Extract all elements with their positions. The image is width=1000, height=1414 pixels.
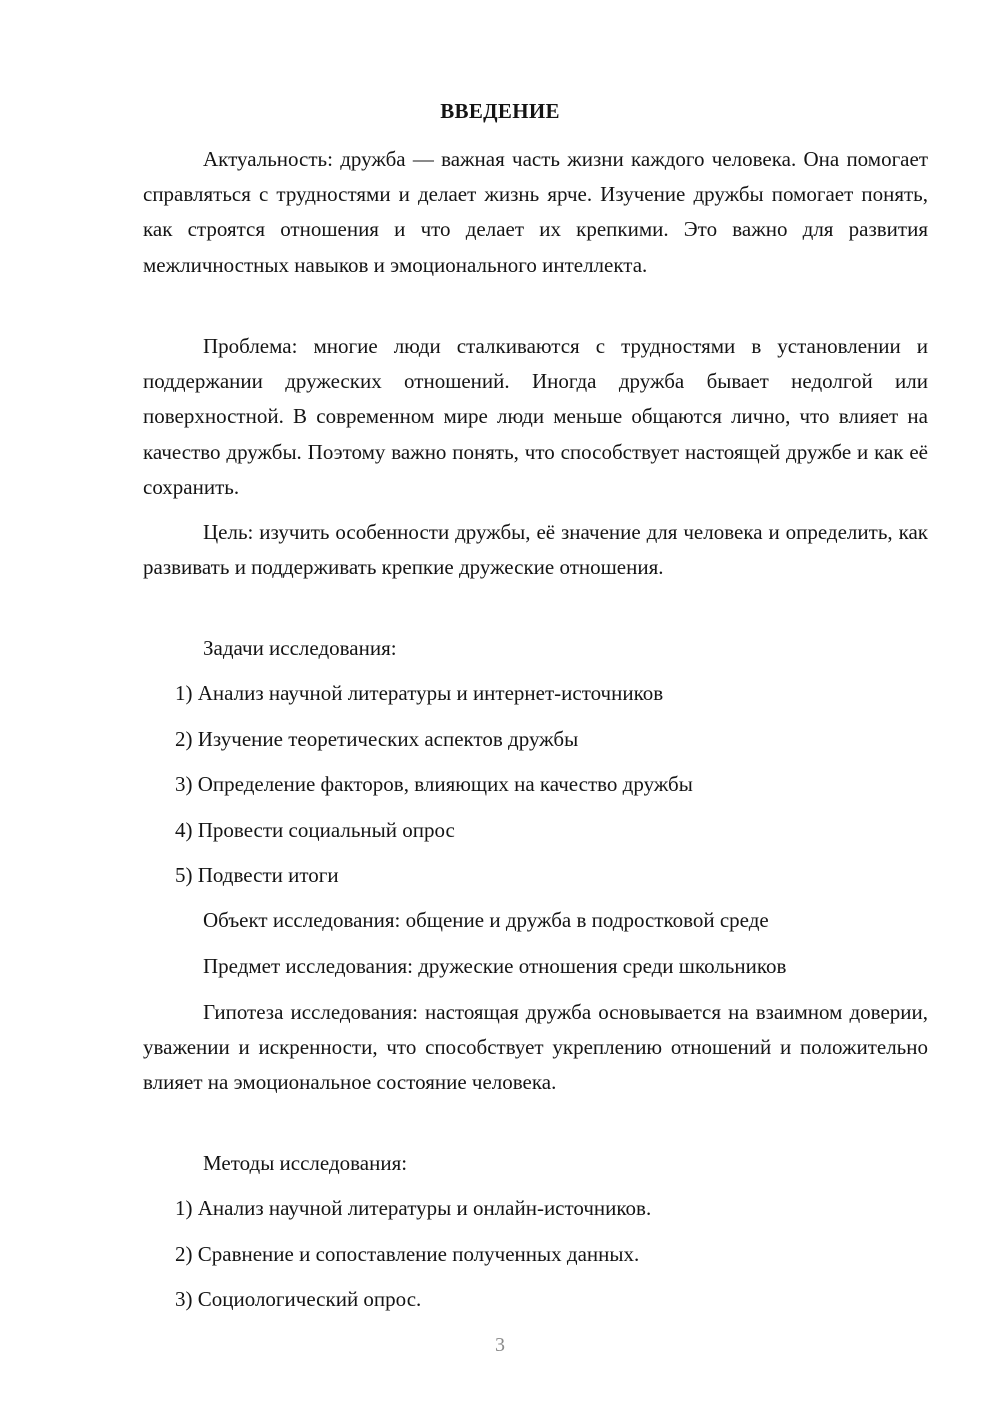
tasks-heading: Задачи исследования: bbox=[203, 636, 397, 660]
task-item: 3) Определение факторов, влияющих на качество дружбы bbox=[175, 772, 693, 796]
task-item: 1) Анализ научной литературы и интернет-источников bbox=[175, 681, 664, 705]
task-item: 4) Провести социальный опрос bbox=[175, 818, 455, 842]
page-number: 3 bbox=[495, 1334, 505, 1356]
goal-paragraph: Цель: изучить особенности дружбы, её значение для человека и определить, как развивать и поддерживать крепкие дружеские отношения. bbox=[143, 520, 928, 580]
method-item: 1) Анализ научной литературы и онлайн-источников. bbox=[175, 1196, 652, 1220]
methods-heading: Методы исследования: bbox=[203, 1151, 408, 1175]
task-item: 2) Изучение теоретических аспектов дружбы bbox=[175, 727, 579, 751]
task-item: 5) Подвести итоги bbox=[175, 863, 339, 887]
relevance-paragraph: Актуальность: дружба — важная часть жизни каждого человека. Она помогает справляться с трудностями и делает жизнь ярче. Изучение дружбы помогает понять, как строятся отношения и что делает их крепкими. Это важно для развития межличностных навыков и эмоционального интеллекта. bbox=[143, 147, 928, 277]
method-item: 2) Сравнение и сопоставление полученных данных. bbox=[175, 1242, 640, 1266]
hypothesis-paragraph: Гипотеза исследования: настоящая дружба основывается на взаимном доверии, уважении и искренности, что способствует укреплению отношений и положительно влияет на эмоциональное состояние человека. bbox=[143, 1000, 928, 1095]
research-object: Объект исследования: общение и дружба в подростковой среде bbox=[203, 908, 769, 932]
research-subject: Предмет исследования: дружеские отношения среди школьников bbox=[203, 954, 787, 978]
method-item: 3) Социологический опрос. bbox=[175, 1287, 422, 1311]
section-heading: ВВЕДЕНИЕ bbox=[440, 99, 560, 123]
problem-paragraph: Проблема: многие люди сталкиваются с трудностями в установлении и поддержании дружеских отношений. Иногда дружба бывает недолгой или поверхностной. В современном мире люди меньше общаются лично, что влияет на качество дружбы. Поэтому важно понять, что способствует настоящей дружбе и как её сохранить. bbox=[143, 334, 928, 499]
